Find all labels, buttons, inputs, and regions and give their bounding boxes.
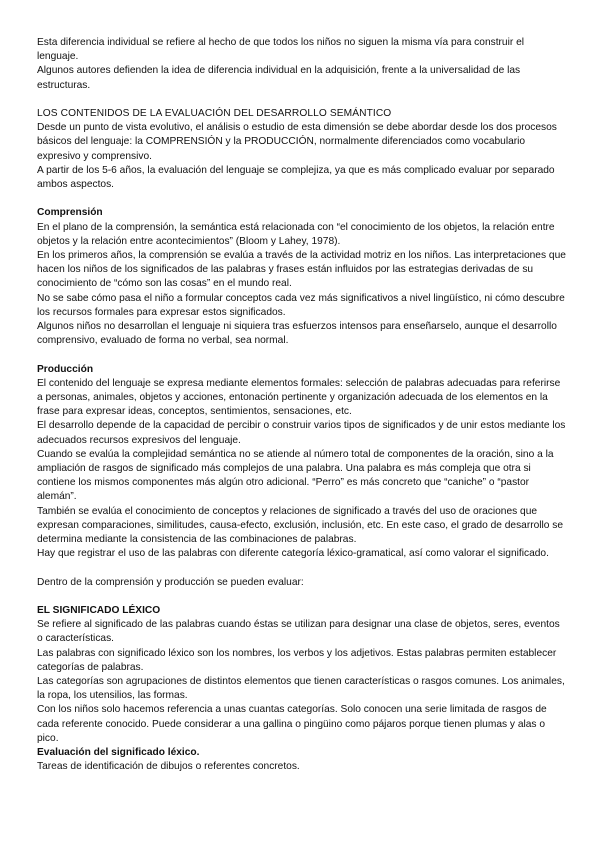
paragraph-universalidad: Algunos autores defienden la idea de diferencia individual en la adquisición, frente a la universalidad de las estructuras.: [37, 65, 521, 91]
paragraph-conceptos-relaciones: También se evalúa el conocimiento de conceptos y relaciones de significado a través del uso de oraciones que expresan comparaciones, similitudes, causa-efecto, exclusión, inclusión, etc. En este caso, el grado de desarrollo se determina mediante la consistencia de las combinaciones de palabras.: [37, 505, 564, 546]
paragraph-complejidad-semantica: Cuando se evalúa la complejidad semántica no se atiende al número total de componentes de la oración, sino a la ampliación de rasgos de significado más complejos de una palabra. Una palabra es más compleja que otra si contiene los mismos componentes más algún otro adicional. “Perro” es más concreto que “caniche” o “pastor alemán”.: [37, 448, 554, 503]
paragraph-procesos-basicos: Desde un punto de vista evolutivo, el análisis o estudio de esta dimensión se debe abordar desde los dos procesos básicos del lenguaje: la COMPRENSIÓN y la PRODUCCIÓN, normalmente diferenciados como vocabulario expresivo y comprensivo.: [37, 122, 557, 162]
subheading-evaluacion-lexico: Evaluación del significado léxico.: [37, 747, 200, 759]
heading-comprension: Comprensión: [37, 207, 103, 219]
paragraph-5-6-anos: A partir de los 5-6 años, la evaluación del lenguaje se complejiza, ya que es más complicado evaluar por separado ambos aspectos.: [37, 164, 555, 191]
paragraph-tareas-identificacion: Tareas de identificación de dibujos o referentes concretos.: [37, 761, 300, 773]
spacer: [37, 192, 567, 206]
paragraph-categorias: Las categorías son agrupaciones de distintos elementos que tienen características o rasgos comunes. Los animales, la ropa, los utensilios, las formas.: [37, 676, 565, 702]
paragraph-elementos-formales: El contenido del lenguaje se expresa mediante elementos formales: selección de palabras adecuadas para referirse a personas, animales, objetos y acciones, entonación pertinente y organización adecuada de los elementos en la frase para expresar ideas, conceptos, sentimientos, sensaciones, etc.: [37, 377, 561, 418]
spacer: [37, 93, 567, 107]
paragraph-registrar-palabras: Hay que registrar el uso de las palabras con diferente categoría léxico-gramatical, así como valorar el significado.: [37, 548, 549, 560]
spacer: [37, 590, 567, 604]
paragraph-formular-conceptos: No se sabe cómo pasa el niño a formular conceptos cada vez más significativos a nivel lingüístico, ni cómo descubre los recursos formales para expresar estos significados.: [37, 292, 565, 318]
heading-significado-lexico: EL SIGNIFICADO LÉXICO: [37, 605, 161, 617]
paragraph-primeros-anos: En los primeros años, la comprensión se evalúa a través de la actividad motriz en los niños. Las interpretaciones que hacen los niños de los significados de las palabras y frases están influidos por las estrategias derivadas de su conocimiento de “cómo son las cosas” en el mundo real.: [37, 250, 566, 290]
heading-produccion: Producción: [37, 363, 94, 375]
paragraph-diferencia-individual: Esta diferencia individual se refiere al hecho de que todos los niños no siguen la misma vía para construir el lenguaje.: [37, 37, 525, 63]
spacer: [37, 348, 567, 362]
heading-contenidos-evaluacion: LOS CONTENIDOS DE LA EVALUACIÓN DEL DESARROLLO SEMÁNTICO: [37, 108, 392, 119]
paragraph-comprension-semantica: En el plano de la comprensión, la semántica está relacionada con “el conocimiento de los objetos, la relación entre objetos y la relación entre acontecimientos” (Bloom y Lahey, 1978).: [37, 221, 555, 247]
spacer: [37, 561, 567, 575]
document-page: [37, 36, 567, 774]
paragraph-desarrollo-capacidad: El desarrollo depende de la capacidad de percibir o construir varios tipos de significados y de unir estos mediante los adecuados recursos expresivos del lenguaje.: [37, 420, 566, 446]
paragraph-nombres-verbos: Las palabras con significado léxico son los nombres, los verbos y los adjetivos. Estas palabras permiten establecer categorías de palabras.: [37, 647, 557, 673]
paragraph-significado-palabras: Se refiere al significado de las palabras cuando éstas se utilizan para designar una clase de objetos, seres, eventos o características.: [37, 619, 560, 645]
paragraph-ninos-categorias: Con los niños solo hacemos referencia a unas cuantas categorías. Solo conocen una serie limitada de rasgos de cada referente conocido. Puede considerar a una gallina o pingüino como pájaros porque tienen plumas y alas o pico.: [37, 704, 547, 744]
paragraph-ninos-no-desarrollan: Algunos niños no desarrollan el lenguaje ni siquiera tras esfuerzos intensos para enseñarselo, aunque el desarrollo comprensivo, evaluado de forma no verbal, sea normal.: [37, 321, 557, 347]
paragraph-dentro-comprension: Dentro de la comprensión y producción se pueden evaluar:: [37, 576, 304, 588]
